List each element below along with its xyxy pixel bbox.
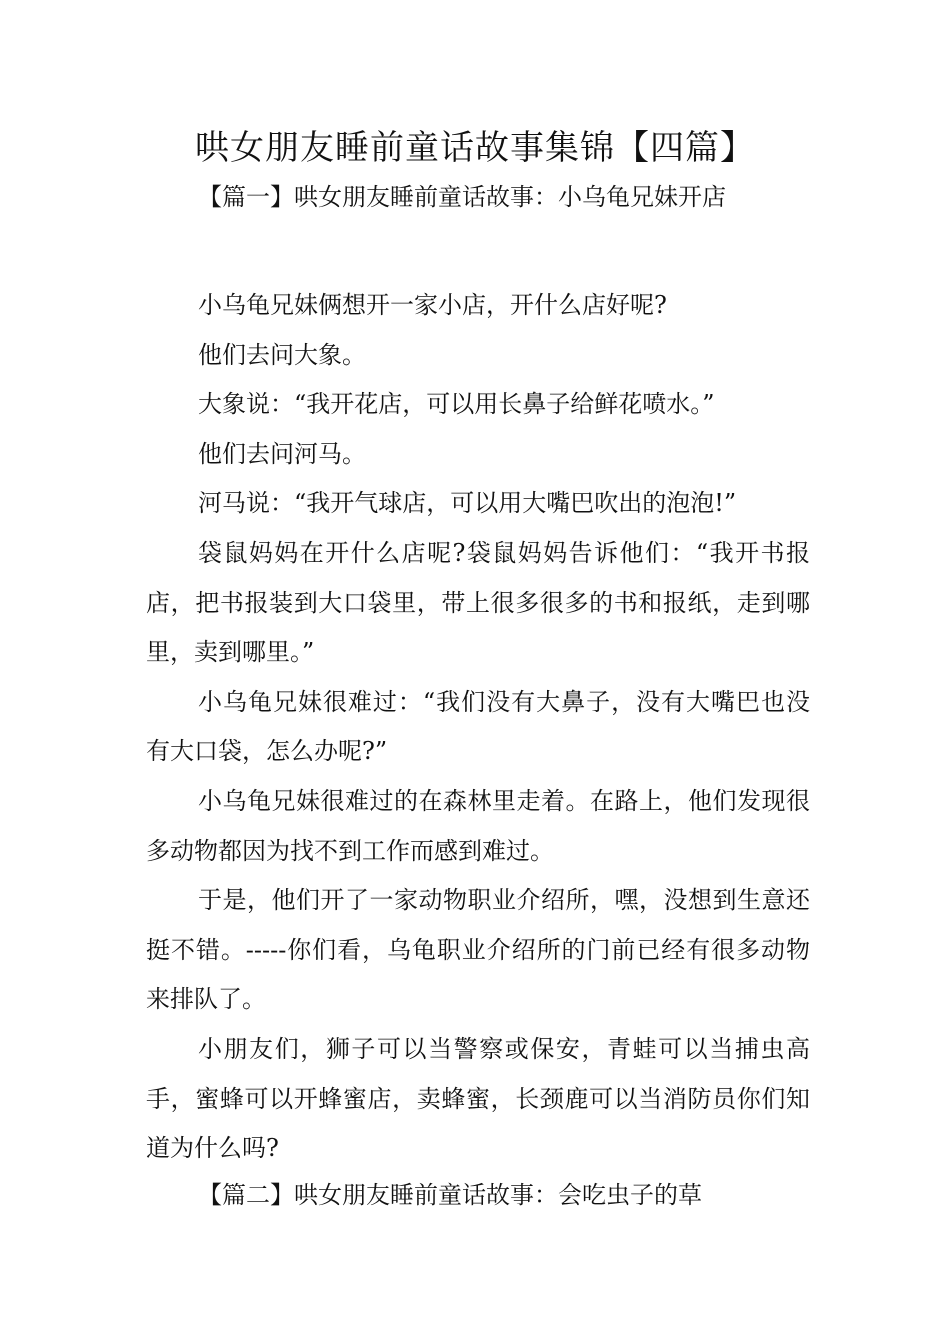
paragraph: 于是，他们开了一家动物职业介绍所，嘿，没想到生意还挺不错。-----你们看，乌龟职业介绍所的门前已经有很多动物来排队了。 [146,886,810,1014]
paragraph: 袋鼠妈妈在开什么店呢?袋鼠妈妈告诉他们：“我开书报店，把书报装到大口袋里，带上很多很多的书和报纸，走到哪里，卖到哪里。” [146,538,810,667]
section-heading-2: 【篇二】哄女朋友睡前童话故事：会吃虫子的草 [198,1181,702,1209]
paragraph: 小朋友们，狮子可以当警察或保安，青蛙可以当捕虫高手，蜜蜂可以开蜂蜜店，卖蜂蜜，长颈鹿可以当消防员你们知道为什么吗? [146,1034,810,1163]
paragraph: 小乌龟兄妹很难过：“我们没有大鼻子，没有大嘴巴也没有大口袋，怎么办呢?” [146,687,810,766]
paragraph: 他们去问大象。 [198,340,366,369]
paragraph: 他们去问河马。 [198,439,366,468]
paragraph: 河马说：“我开气球店，可以用大嘴巴吹出的泡泡!” [198,489,737,518]
paragraph: 大象说：“我开花店，可以用长鼻子给鲜花喷水。” [198,390,715,419]
paragraph: 小乌龟兄妹俩想开一家小店，开什么店好呢? [198,291,667,319]
section-heading-1: 【篇一】哄女朋友睡前童话故事：小乌龟兄妹开店 [198,183,726,211]
paragraph: 小乌龟兄妹很难过的在森林里走着。在路上，他们发现很多动物都因为找不到工作而感到难过。 [146,786,810,865]
story-body [146,281,810,1174]
document-title: 哄女朋友睡前童话故事集锦【四篇】 [195,128,755,168]
